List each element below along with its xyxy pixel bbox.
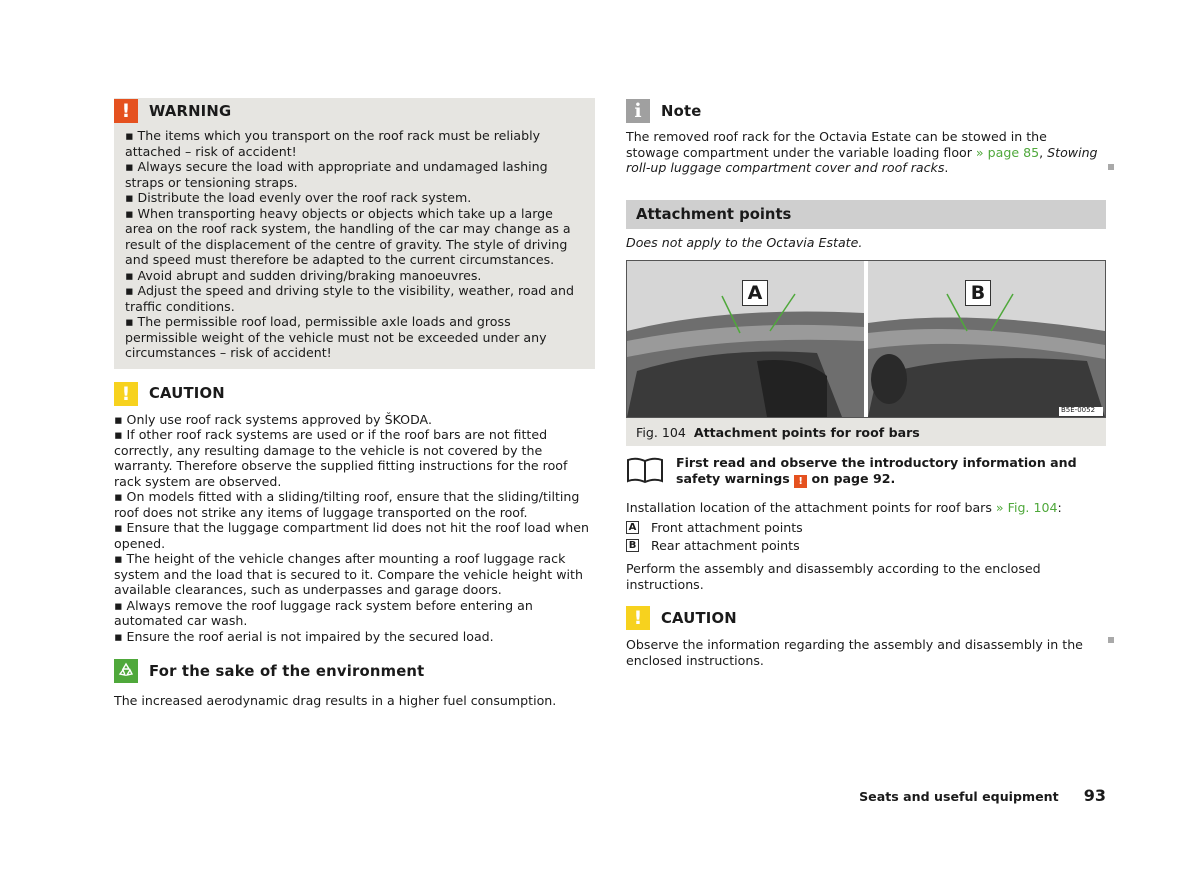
list-item: ▪ Always secure the load with appropriate and undamaged lashing straps or tensioning straps. <box>125 159 548 190</box>
list-item: ▪ Always remove the roof luggage rack system before entering an automated car wash. <box>114 597 533 628</box>
caution-header <box>626 605 1106 631</box>
read-first-block <box>626 455 1106 488</box>
letter-badge: A <box>626 521 639 534</box>
list-item: ▪ Ensure that the luggage compartment lid does not hit the roof load when opened. <box>114 520 589 551</box>
caution-block-right <box>626 605 1106 668</box>
page-number: 93 <box>1083 786 1106 805</box>
caution-block <box>114 381 595 645</box>
footer-section-title: Seats and useful equipment <box>859 789 1059 804</box>
figure-caption-text: Attachment points for roof bars <box>693 424 920 440</box>
list-item: ▪ Ensure the roof aerial is not impaired by the secured load. <box>114 628 494 644</box>
list-item: ▪ If other roof rack systems are used or if the roof bars are not fitted correctly, any resulting damage to the vehicle is not covered by the warranty. Therefore observe the supplied fitting instructions for the roof rack system are observed. <box>114 427 568 489</box>
note-text: The removed roof rack for the Octavia Estate can be stowed in the stowage compartment under the variable loading floor » page 85, Stowing roll-up luggage compartment cover and roof racks. <box>626 129 1098 175</box>
environment-block <box>114 658 595 709</box>
left-column <box>114 98 595 709</box>
figure-link[interactable]: » Fig. 104 <box>995 499 1058 515</box>
info-icon: i <box>626 99 650 123</box>
warning-box <box>114 98 595 369</box>
assembly-text: Perform the assembly and disassembly according to the enclosed instructions. <box>626 561 1041 592</box>
note-header <box>626 98 1106 124</box>
note-block <box>626 98 1106 176</box>
recycle-icon <box>114 659 138 683</box>
attachment-points-list <box>626 518 1106 554</box>
exclamation-icon: ! <box>626 606 650 630</box>
figure-number: Fig. 104 <box>636 424 686 440</box>
right-column <box>626 98 1106 668</box>
book-icon <box>626 455 664 485</box>
figure-label-b: B <box>965 280 991 306</box>
car-roof-illustration <box>627 261 1105 417</box>
warning-list <box>114 124 595 361</box>
list-item: ▪ The permissible roof load, permissible axle loads and gross permissible weight of the vehicle must not be exceeded under any circumstances – risk of accident! <box>125 314 547 360</box>
warning-title: WARNING <box>149 102 232 120</box>
caution-title: CAUTION <box>149 385 225 402</box>
section-heading: Attachment points <box>626 200 1106 229</box>
list-item: ▪ The height of the vehicle changes after mounting a roof luggage rack system and the load that is secured to it. Compare the vehicle height with available clearances, such as underpasses and garage doors. <box>114 551 583 597</box>
exclamation-icon: ! <box>794 475 807 488</box>
figure-roof-attachment <box>626 260 1106 418</box>
section-end-mark <box>1108 637 1114 643</box>
list-item: A Front attachment points <box>626 518 1106 536</box>
read-first-text: First read and observe the introductory information and safety warnings ! on page 92. <box>676 455 1077 487</box>
figure-caption <box>626 418 1106 446</box>
section-subtitle: Does not apply to the Octavia Estate. <box>626 234 863 250</box>
environment-header <box>114 658 595 684</box>
list-item: B Rear attachment points <box>626 536 1106 554</box>
figure-label-a: A <box>742 280 768 306</box>
list-item: ▪ Avoid abrupt and sudden driving/braking manoeuvres. <box>125 267 482 283</box>
list-item: ▪ Adjust the speed and driving style to the visibility, weather, road and traffic conditions. <box>125 283 574 314</box>
exclamation-icon: ! <box>114 99 138 123</box>
list-item: ▪ When transporting heavy objects or objects which take up a large area on the roof rack system, the handling of the car may change as a result of the displacement of the centre of gravity. The style of driving and speed must therefore be adapted to the current circumstances. <box>125 205 571 267</box>
list-item: ▪ On models fitted with a sliding/tilting roof, ensure that the sliding/tilting roof does not strike any items of luggage transported on the roof. <box>114 489 580 520</box>
section-end-mark <box>1108 164 1114 170</box>
list-item: ▪ The items which you transport on the roof rack must be reliably attached – risk of accident! <box>125 128 541 159</box>
note-title: Note <box>661 102 702 120</box>
list-item: ▪ Distribute the load evenly over the roof rack system. <box>125 190 472 205</box>
caution-title: CAUTION <box>661 609 737 627</box>
exclamation-icon: ! <box>114 382 138 406</box>
page-footer <box>0 786 1106 805</box>
warning-header <box>114 98 595 124</box>
page-link[interactable]: » page 85 <box>975 144 1040 160</box>
install-text: Installation location of the attachment points for roof bars » Fig. 104: <box>626 499 1062 515</box>
caution-list <box>114 407 595 645</box>
environment-text: The increased aerodynamic drag results in a higher fuel consumption. <box>114 693 557 708</box>
list-item: ▪ Only use roof rack systems approved by ŠKODA. <box>114 411 432 427</box>
caution-text: Observe the information regarding the assembly and disassembly in the enclosed instructions. <box>626 637 1083 668</box>
caution-header <box>114 381 595 407</box>
letter-badge: B <box>626 539 639 552</box>
figure-code: B5E-0052 <box>1061 406 1096 414</box>
environment-title: For the sake of the environment <box>149 662 425 680</box>
